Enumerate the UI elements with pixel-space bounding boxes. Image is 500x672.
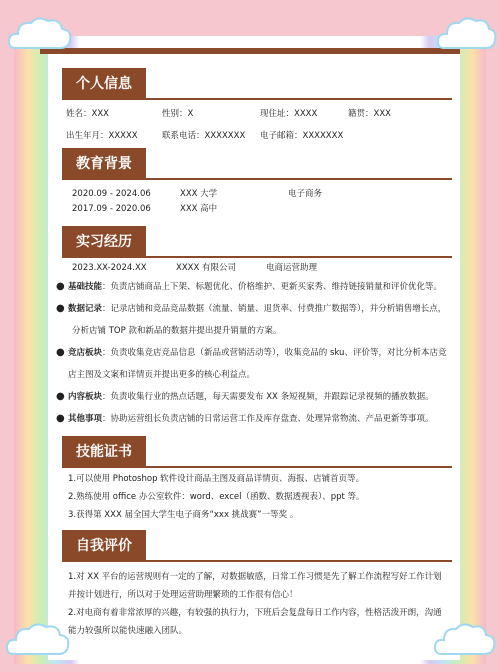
edu-period: 2020.09 - 2024.06 bbox=[72, 189, 151, 199]
origin-field: 籍贯：XXX bbox=[348, 109, 391, 119]
self-line: 2.对电商有着非常浓厚的兴趣，有较强的执行力，下班后会复盘每日工作内容，性格活泼开朗，沟通 bbox=[68, 608, 442, 618]
cloud-top-right-icon bbox=[436, 14, 498, 54]
list-item: 内容板块：负责收集行业的热点话题，每天需要发布 XX 条短视频，并跟踪记录视频的播放数据。 bbox=[68, 392, 434, 402]
bullet-icon: ● bbox=[56, 303, 65, 314]
section-divider bbox=[62, 560, 452, 562]
edu-period: 2017.09 - 2020.06 bbox=[72, 204, 151, 214]
skill-item: 1.可以使用 Photoshop 软件设计商品主图及商品详情页、海报、店铺首页等。 bbox=[68, 474, 365, 484]
list-item-continued: 分析店铺 TOP 款和新品的数据并提出提升销量的方案。 bbox=[72, 326, 282, 336]
cloud-bottom-left-icon bbox=[4, 616, 72, 660]
self-line: 1.对 XX 平台的运营规则有一定的了解，对数据敏感，日常工作习惯是先了解工作流程写好工作计划 bbox=[68, 572, 442, 582]
name-field: 姓名：XXX bbox=[66, 109, 109, 119]
list-item-continued: 店主图及文案和详情页并提出更多的核心利益点。 bbox=[68, 370, 256, 380]
section-divider bbox=[62, 178, 452, 180]
section-title: 实习经历 bbox=[62, 226, 146, 258]
intern-role: 电商运营助理 bbox=[266, 263, 318, 273]
birth-field: 出生年月：XXXXX bbox=[66, 131, 138, 141]
gender-field: 性别：X bbox=[162, 109, 194, 119]
address-field: 现住址：XXXX bbox=[260, 109, 318, 119]
section-divider bbox=[62, 256, 452, 258]
edu-school: XXX 高中 bbox=[180, 204, 218, 214]
bullet-icon: ● bbox=[56, 347, 65, 358]
intern-company: XXXX 有限公司 bbox=[176, 263, 236, 273]
section-title: 教育背景 bbox=[62, 148, 146, 180]
intern-period: 2023.XX-2024.XX bbox=[72, 263, 147, 273]
list-item: 其他事项：协助运营组长负责店铺的日常运营工作及库存盘查、处理异常物流、产品更新等事项。 bbox=[68, 414, 434, 424]
section-internship bbox=[62, 226, 452, 258]
skill-item: 2.熟练使用 office 办公室软件：word、excel（函数、数据透视表）、ppt 等。 bbox=[68, 492, 365, 502]
skill-item: 3.获得第 XXX 届全国大学生电子商务“xxx 挑战赛”一等奖 。 bbox=[68, 510, 299, 520]
list-item: 竞店板块：负责收集竞店竞品信息（新品或营销活动等），收集竞品的 sku、评价等，对比分析本店竞 bbox=[68, 348, 447, 358]
phone-field: 联系电话：XXXXXXX bbox=[162, 131, 246, 141]
self-line: 并按计划进行，所以对于处理运营助理繁琐的工作很有信心！ bbox=[68, 590, 298, 600]
edu-school: XXX 大学 bbox=[180, 189, 218, 199]
bullet-icon: ● bbox=[56, 281, 65, 292]
section-self bbox=[62, 530, 452, 562]
section-title: 技能证书 bbox=[62, 436, 146, 468]
list-item: 基础技能：负责店铺商品上下架、标题优化、价格维护、更新买家秀、维持链接销量和评价优化等。 bbox=[68, 282, 443, 292]
section-divider bbox=[62, 98, 452, 100]
list-item: 数据记录：记录店铺和竞品竞品数据（流量、销量、退货率、付费推广数据等），并分析销售增长点， bbox=[68, 304, 447, 314]
bullet-icon: ● bbox=[56, 391, 65, 402]
bullet-icon: ● bbox=[56, 413, 65, 424]
top-accent-bar bbox=[40, 48, 460, 54]
cloud-top-left-icon bbox=[6, 14, 74, 54]
section-education bbox=[62, 148, 452, 180]
section-skills bbox=[62, 436, 452, 468]
email-field: 电子邮箱：XXXXXXX bbox=[260, 131, 344, 141]
section-personal bbox=[62, 68, 452, 100]
edu-major: 电子商务 bbox=[288, 189, 323, 199]
section-title: 个人信息 bbox=[62, 68, 146, 100]
self-line: 能力较强所以能快速融入团队。 bbox=[68, 626, 188, 636]
section-title: 自我评价 bbox=[62, 530, 146, 562]
